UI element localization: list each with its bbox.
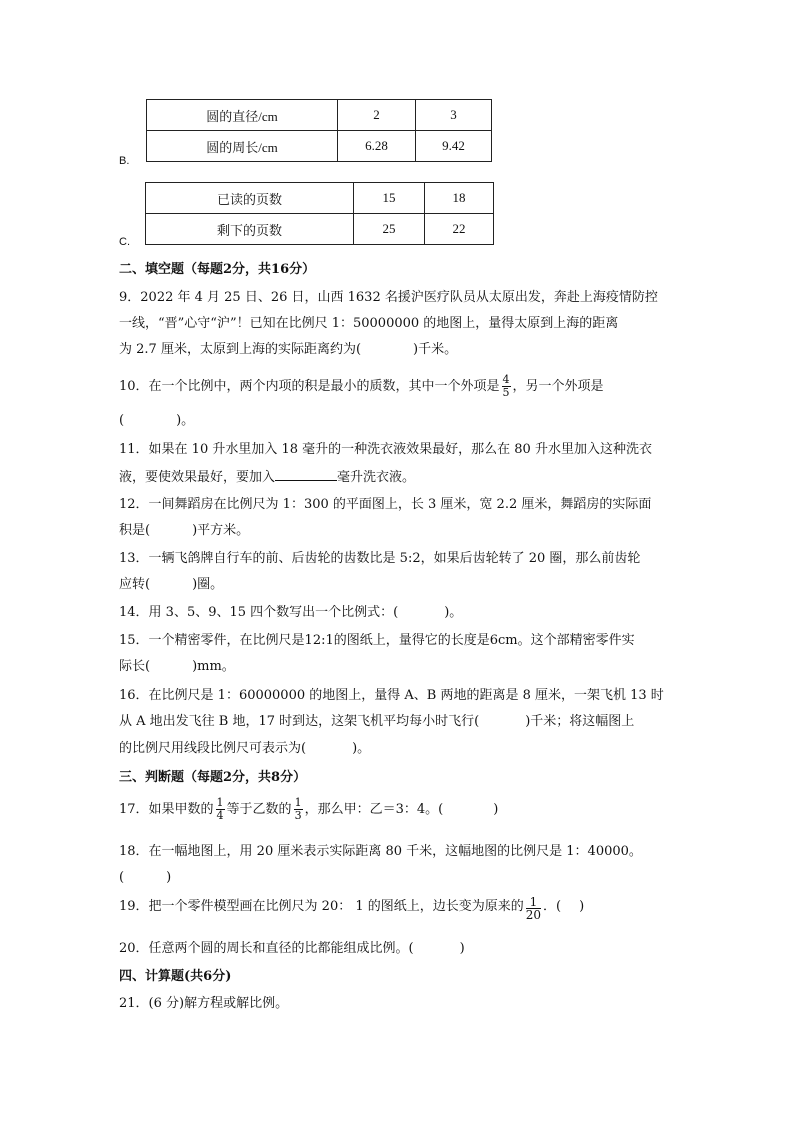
table-c-cell: 25 [354,214,425,245]
q21-line: 21．(6 分)解方程或解比例。 [119,996,289,1011]
q16-line1: 16．在比例尺是 1：60000000 的地图上，量得 A、B 两地的距离是 8 厘米，一架飞机 13 时 [119,688,664,703]
q19-text: ．( [543,899,562,914]
q15-line1: 15．一个精密零件，在比例尺是12:1的图纸上，量得它的长度是6cm。这个部精密零件实 [119,633,635,648]
table-b [146,99,492,162]
q17-line [119,797,498,822]
q12-text: )平方米。 [192,523,250,538]
q17-text: ，那么甲：乙＝3：4。( [304,802,444,817]
table-c-cell: 已读的页数 [146,183,354,214]
q16-line2 [119,714,634,730]
q20-text: ) [459,941,465,956]
q10-text: )。 [176,413,195,428]
q18-line1: 18．在一幅地图上，用 20 厘米表示实际距离 80 千米，这幅地图的比例尺是 1：40000。 [119,844,642,859]
fraction-numerator: 4 [502,373,510,386]
table-c [145,182,494,245]
q14-text: )。 [444,605,463,620]
q19-text: 19．把一个零件模型画在比例尺为 20： 1 的图纸上，边长变为原来的 [119,899,524,914]
q13-text: 应转( [119,577,151,592]
q9-text: )千米。 [413,342,458,357]
table-c-cell: 剩下的页数 [146,214,354,245]
table-b-cell: 圆的直径/cm [147,100,338,131]
q12-line2 [119,523,249,539]
q14-text: 14．用 3、5、9、15 四个数写出一个比例式：( [119,605,399,620]
fraction-denominator: 3 [294,809,302,822]
q10-text: 10．在一个比例中，两个内项的积是最小的质数，其中一个外项是 [119,379,500,394]
section-judge-heading: 三、判断题（每题2分，共8分） [119,770,307,785]
fraction-denominator: 5 [502,386,510,399]
table-b-cell: 2 [338,100,416,131]
q18-line2 [119,870,171,886]
q19-line [119,893,584,921]
fraction-denominator: 20 [525,908,542,922]
q16-line3 [119,741,370,757]
q10-line1 [119,374,604,399]
q17-text: ) [493,802,499,817]
q11-text: 毫升洗衣液。 [337,470,416,485]
q20-line [119,941,465,957]
q10-text: ( [119,413,125,428]
fraction [294,797,303,822]
q16-text: 的比例尺用线段比例尺可表示为( [119,741,307,756]
option-c-label: C. [119,236,130,248]
q13-line1: 13．一辆飞鸽牌自行车的前、后齿轮的齿数比是 5:2，如果后齿轮转了 20 圈，那么前齿轮 [119,551,641,566]
q14-line [119,605,462,621]
fraction-numerator: 1 [294,796,302,809]
table-b-cell: 6.28 [338,131,416,162]
q17-text: 等于乙数的 [226,802,292,817]
fraction-denominator: 4 [216,809,224,822]
answer-blank[interactable] [275,468,337,481]
q19-text: ) [579,899,585,914]
q15-text: 际长( [119,659,151,674]
q11-line1: 11．如果在 10 升水里加入 18 毫升的一种洗衣液效果最好，那么在 80 升水里加入这种洗衣 [119,442,652,457]
q11-line2 [119,468,415,486]
option-b-label: B. [119,155,130,167]
table-c-cell: 15 [354,183,425,214]
q9-line3 [119,342,457,358]
table-c-cell: 22 [425,214,494,245]
fraction [502,374,511,399]
q16-text: )。 [352,741,371,756]
q10-line2 [119,413,194,429]
section-calc-heading: 四、计算题(共6分) [119,969,232,984]
q9-line1: 9．2022 年 4 月 25 日、26 日，山西 1632 名援沪医疗队员从太原出发，奔赴上海疫情防控 [119,290,658,305]
q18-text: ( [119,870,125,885]
q9-line2: 一线，“晋”心守“沪”！已知在比例尺 1：50000000 的地图上，量得太原到上海的距离 [119,316,619,331]
q16-text: )千米；将这幅图上 [525,714,635,729]
q17-text: 17．如果甲数的 [119,802,214,817]
table-b-cell: 圆的周长/cm [147,131,338,162]
table-c-cell: 18 [425,183,494,214]
q16-text: 从 A 地出发飞往 B 地，17 时到达，这架飞机平均每小时飞行( [119,714,480,729]
q10-text: ，另一个外项是 [512,379,604,394]
q9-text: 为 2.7 厘米，太原到上海的实际距离约为( [119,342,362,357]
fraction-numerator: 1 [526,896,541,909]
q12-line1: 12．一间舞蹈房在比例尺为 1：300 的平面图上，长 3 厘米，宽 2.2 厘米，舞蹈房的实际面 [119,497,652,512]
fraction-numerator: 1 [216,796,224,809]
q15-line2 [119,659,235,675]
q13-text: )圈。 [192,577,224,592]
section-fill-heading: 二、填空题（每题2分，共16分） [119,262,316,277]
fraction [526,896,541,921]
q15-text: )mm。 [192,659,235,674]
q13-line2 [119,577,223,593]
q18-text: ) [166,870,172,885]
table-b-cell: 9.42 [416,131,492,162]
q20-text: 20．任意两个圆的周长和直径的比都能组成比例。( [119,941,414,956]
table-b-cell: 3 [416,100,492,131]
q12-text: 积是( [119,523,151,538]
fraction [216,797,225,822]
q11-text: 液，要使效果最好，要加入 [119,470,276,485]
